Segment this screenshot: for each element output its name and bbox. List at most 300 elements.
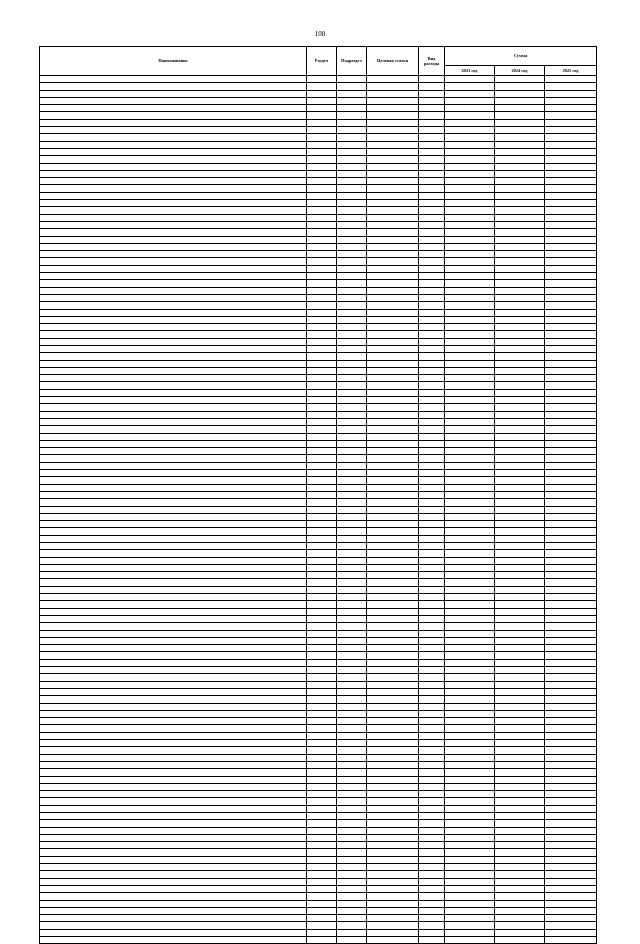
- table-cell: [419, 156, 445, 163]
- table-cell: [307, 937, 337, 944]
- table-row: [40, 586, 597, 593]
- table-cell: [495, 929, 545, 936]
- table-cell: [337, 594, 367, 601]
- table-cell: [40, 564, 307, 571]
- table-cell: [307, 156, 337, 163]
- table-cell: [40, 681, 307, 688]
- table-cell: [495, 477, 545, 484]
- table-cell: [367, 812, 419, 819]
- table-cell: [545, 397, 597, 404]
- table-row: [40, 521, 597, 528]
- table-cell: [445, 214, 495, 221]
- table-cell: [40, 141, 307, 148]
- table-cell: [419, 112, 445, 119]
- table-cell: [367, 900, 419, 907]
- table-cell: [495, 324, 545, 331]
- table-cell: [307, 389, 337, 396]
- table-cell: [367, 229, 419, 236]
- table-cell: [307, 893, 337, 900]
- table-cell: [367, 294, 419, 301]
- table-cell: [307, 294, 337, 301]
- table-cell: [419, 922, 445, 929]
- table-cell: [367, 528, 419, 535]
- table-cell: [495, 608, 545, 615]
- table-cell: [445, 83, 495, 90]
- header-subsection: Подраздел: [337, 47, 367, 76]
- table-cell: [307, 324, 337, 331]
- table-cell: [337, 338, 367, 345]
- table-cell: [445, 630, 495, 637]
- table-cell: [307, 258, 337, 265]
- table-cell: [545, 265, 597, 272]
- table-cell: [545, 732, 597, 739]
- table-cell: [495, 251, 545, 258]
- table-cell: [545, 937, 597, 944]
- table-cell: [40, 543, 307, 550]
- table-cell: [337, 688, 367, 695]
- table-cell: [337, 667, 367, 674]
- table-cell: [337, 163, 367, 170]
- table-cell: [545, 681, 597, 688]
- table-cell: [545, 652, 597, 659]
- table-cell: [40, 572, 307, 579]
- table-cell: [445, 221, 495, 228]
- table-cell: [367, 411, 419, 418]
- table-cell: [337, 929, 367, 936]
- table-cell: [337, 718, 367, 725]
- table-cell: [367, 681, 419, 688]
- table-cell: [419, 878, 445, 885]
- table-cell: [495, 418, 545, 425]
- table-cell: [545, 929, 597, 936]
- table-cell: [307, 681, 337, 688]
- table-cell: [445, 783, 495, 790]
- table-cell: [337, 907, 367, 914]
- table-cell: [495, 812, 545, 819]
- table-cell: [545, 353, 597, 360]
- table-cell: [337, 148, 367, 155]
- table-cell: [337, 885, 367, 892]
- table-cell: [419, 221, 445, 228]
- table-cell: [367, 389, 419, 396]
- table-cell: [419, 499, 445, 506]
- table-cell: [40, 345, 307, 352]
- table-cell: [419, 543, 445, 550]
- table-cell: [337, 178, 367, 185]
- table-cell: [445, 178, 495, 185]
- table-cell: [337, 608, 367, 615]
- table-cell: [307, 791, 337, 798]
- table-cell: [419, 243, 445, 250]
- table-cell: [495, 688, 545, 695]
- table-cell: [40, 608, 307, 615]
- table-row: [40, 367, 597, 374]
- table-cell: [495, 586, 545, 593]
- table-cell: [367, 871, 419, 878]
- table-cell: [545, 404, 597, 411]
- table-cell: [40, 462, 307, 469]
- table-row: [40, 564, 597, 571]
- table-cell: [367, 594, 419, 601]
- table-cell: [545, 674, 597, 681]
- table-cell: [367, 696, 419, 703]
- table-cell: [419, 397, 445, 404]
- table-cell: [545, 360, 597, 367]
- table-cell: [307, 915, 337, 922]
- table-cell: [495, 433, 545, 440]
- table-cell: [495, 710, 545, 717]
- table-cell: [337, 134, 367, 141]
- table-cell: [445, 820, 495, 827]
- table-row: [40, 878, 597, 885]
- table-row: [40, 112, 597, 119]
- table-cell: [337, 258, 367, 265]
- table-row: [40, 637, 597, 644]
- table-cell: [545, 710, 597, 717]
- table-cell: [367, 637, 419, 644]
- table-cell: [545, 491, 597, 498]
- table-cell: [40, 470, 307, 477]
- table-cell: [445, 791, 495, 798]
- table-cell: [40, 718, 307, 725]
- table-cell: [445, 732, 495, 739]
- table-cell: [495, 922, 545, 929]
- table-cell: [367, 659, 419, 666]
- table-row: [40, 309, 597, 316]
- table-cell: [445, 834, 495, 841]
- table-cell: [495, 659, 545, 666]
- table-cell: [495, 871, 545, 878]
- table-cell: [337, 491, 367, 498]
- table-cell: [545, 163, 597, 170]
- table-cell: [419, 97, 445, 104]
- table-cell: [545, 170, 597, 177]
- table-cell: [419, 433, 445, 440]
- table-cell: [40, 367, 307, 374]
- table-cell: [40, 907, 307, 914]
- table-cell: [545, 192, 597, 199]
- table-row: [40, 105, 597, 112]
- table-cell: [337, 185, 367, 192]
- table-cell: [307, 769, 337, 776]
- table-cell: [419, 491, 445, 498]
- table-cell: [40, 915, 307, 922]
- table-cell: [40, 309, 307, 316]
- table-cell: [495, 397, 545, 404]
- table-cell: [445, 90, 495, 97]
- table-cell: [367, 623, 419, 630]
- table-cell: [367, 353, 419, 360]
- table-cell: [445, 893, 495, 900]
- table-cell: [445, 579, 495, 586]
- table-cell: [307, 287, 337, 294]
- table-row: [40, 652, 597, 659]
- table-cell: [367, 302, 419, 309]
- table-row: [40, 273, 597, 280]
- table-cell: [367, 76, 419, 83]
- table-row: [40, 83, 597, 90]
- table-cell: [307, 280, 337, 287]
- table-cell: [545, 688, 597, 695]
- table-cell: [419, 324, 445, 331]
- table-cell: [419, 769, 445, 776]
- table-cell: [545, 389, 597, 396]
- table-cell: [495, 791, 545, 798]
- table-cell: [307, 338, 337, 345]
- table-row: [40, 659, 597, 666]
- table-cell: [367, 615, 419, 622]
- table-cell: [40, 382, 307, 389]
- table-cell: [307, 856, 337, 863]
- table-cell: [337, 864, 367, 871]
- table-cell: [337, 637, 367, 644]
- table-cell: [419, 761, 445, 768]
- table-cell: [419, 83, 445, 90]
- header-expense-kind: Вид расхода: [419, 47, 445, 76]
- table-cell: [40, 192, 307, 199]
- table-cell: [307, 623, 337, 630]
- table-row: [40, 163, 597, 170]
- table-cell: [495, 134, 545, 141]
- table-cell: [337, 331, 367, 338]
- table-cell: [367, 703, 419, 710]
- table-cell: [445, 491, 495, 498]
- table-cell: [307, 192, 337, 199]
- table-row: [40, 331, 597, 338]
- table-cell: [419, 345, 445, 352]
- table-row: [40, 791, 597, 798]
- table-cell: [445, 331, 495, 338]
- table-cell: [419, 842, 445, 849]
- table-row: [40, 426, 597, 433]
- table-cell: [419, 674, 445, 681]
- table-cell: [40, 827, 307, 834]
- table-cell: [307, 696, 337, 703]
- table-cell: [307, 842, 337, 849]
- table-cell: [337, 397, 367, 404]
- header-section: Раздел: [307, 47, 337, 76]
- table-cell: [445, 265, 495, 272]
- table-cell: [307, 440, 337, 447]
- table-cell: [419, 331, 445, 338]
- table-cell: [40, 76, 307, 83]
- table-cell: [367, 652, 419, 659]
- table-cell: [445, 440, 495, 447]
- table-cell: [307, 484, 337, 491]
- header-sum-group: Сумма: [445, 47, 597, 66]
- table-cell: [545, 324, 597, 331]
- table-row: [40, 623, 597, 630]
- table-cell: [337, 725, 367, 732]
- table-cell: [495, 732, 545, 739]
- table-cell: [495, 382, 545, 389]
- table-cell: [419, 871, 445, 878]
- table-cell: [445, 229, 495, 236]
- table-cell: [495, 776, 545, 783]
- table-cell: [367, 747, 419, 754]
- table-row: [40, 236, 597, 243]
- table-cell: [495, 645, 545, 652]
- table-cell: [337, 521, 367, 528]
- table-cell: [307, 90, 337, 97]
- table-cell: [337, 572, 367, 579]
- table-cell: [337, 207, 367, 214]
- table-cell: [495, 907, 545, 914]
- table-cell: [40, 506, 307, 513]
- table-cell: [545, 462, 597, 469]
- table-cell: [445, 674, 495, 681]
- table-cell: [495, 783, 545, 790]
- table-cell: [337, 273, 367, 280]
- table-cell: [307, 637, 337, 644]
- table-cell: [307, 170, 337, 177]
- table-cell: [545, 273, 597, 280]
- table-row: [40, 470, 597, 477]
- table-row: [40, 324, 597, 331]
- table-row: [40, 353, 597, 360]
- table-cell: [545, 856, 597, 863]
- table-header: [40, 47, 597, 76]
- table-cell: [367, 83, 419, 90]
- table-cell: [445, 528, 495, 535]
- table-row: [40, 608, 597, 615]
- table-cell: [545, 754, 597, 761]
- table-cell: [419, 652, 445, 659]
- table-cell: [545, 915, 597, 922]
- table-cell: [419, 579, 445, 586]
- table-cell: [495, 294, 545, 301]
- table-cell: [367, 513, 419, 520]
- table-cell: [367, 564, 419, 571]
- table-cell: [307, 659, 337, 666]
- table-cell: [337, 543, 367, 550]
- table-cell: [445, 929, 495, 936]
- table-row: [40, 667, 597, 674]
- table-cell: [367, 185, 419, 192]
- table-cell: [40, 127, 307, 134]
- table-cell: [307, 265, 337, 272]
- table-cell: [495, 411, 545, 418]
- table-cell: [40, 440, 307, 447]
- table-cell: [419, 893, 445, 900]
- table-cell: [545, 258, 597, 265]
- table-row: [40, 338, 597, 345]
- table-cell: [40, 148, 307, 155]
- table-cell: [495, 630, 545, 637]
- table-cell: [419, 309, 445, 316]
- table-cell: [419, 360, 445, 367]
- table-cell: [307, 243, 337, 250]
- table-cell: [445, 615, 495, 622]
- table-cell: [545, 119, 597, 126]
- table-cell: [545, 513, 597, 520]
- table-cell: [337, 922, 367, 929]
- table-cell: [337, 440, 367, 447]
- table-cell: [495, 192, 545, 199]
- table-cell: [307, 849, 337, 856]
- table-cell: [40, 491, 307, 498]
- table-cell: [307, 491, 337, 498]
- table-cell: [419, 864, 445, 871]
- table-cell: [367, 397, 419, 404]
- table-cell: [337, 367, 367, 374]
- table-cell: [337, 586, 367, 593]
- table-cell: [307, 360, 337, 367]
- table-cell: [367, 331, 419, 338]
- table-cell: [40, 885, 307, 892]
- table-cell: [419, 294, 445, 301]
- table-cell: [419, 389, 445, 396]
- table-cell: [495, 893, 545, 900]
- table-cell: [367, 316, 419, 323]
- table-cell: [307, 76, 337, 83]
- table-row: [40, 557, 597, 564]
- table-cell: [545, 827, 597, 834]
- table-cell: [445, 900, 495, 907]
- table-cell: [307, 871, 337, 878]
- table-cell: [307, 834, 337, 841]
- table-cell: [307, 345, 337, 352]
- table-cell: [419, 302, 445, 309]
- table-cell: [445, 484, 495, 491]
- table-row: [40, 535, 597, 542]
- table-cell: [419, 557, 445, 564]
- table-cell: [337, 309, 367, 316]
- table-cell: [545, 221, 597, 228]
- table-row: [40, 674, 597, 681]
- table-cell: [445, 163, 495, 170]
- table-cell: [367, 740, 419, 747]
- table-cell: [337, 842, 367, 849]
- table-cell: [545, 601, 597, 608]
- table-cell: [40, 97, 307, 104]
- table-cell: [40, 207, 307, 214]
- table-cell: [337, 345, 367, 352]
- table-row: [40, 783, 597, 790]
- table-cell: [367, 849, 419, 856]
- table-cell: [545, 718, 597, 725]
- table-cell: [445, 112, 495, 119]
- table-cell: [495, 302, 545, 309]
- table-cell: [367, 761, 419, 768]
- table-cell: [495, 805, 545, 812]
- table-cell: [40, 732, 307, 739]
- table-row: [40, 864, 597, 871]
- table-cell: [337, 550, 367, 557]
- table-cell: [545, 477, 597, 484]
- table-cell: [445, 462, 495, 469]
- table-cell: [545, 834, 597, 841]
- header-target-article: Целевая статья: [367, 47, 419, 76]
- table-cell: [445, 404, 495, 411]
- table-cell: [307, 776, 337, 783]
- table-cell: [419, 448, 445, 455]
- table-cell: [337, 645, 367, 652]
- table-cell: [445, 397, 495, 404]
- table-cell: [40, 324, 307, 331]
- table-cell: [419, 214, 445, 221]
- table-cell: [367, 776, 419, 783]
- table-cell: [545, 484, 597, 491]
- table-cell: [445, 170, 495, 177]
- table-cell: [495, 404, 545, 411]
- table-cell: [40, 725, 307, 732]
- table-cell: [307, 302, 337, 309]
- table-cell: [445, 513, 495, 520]
- table-row: [40, 170, 597, 177]
- table-cell: [40, 134, 307, 141]
- table-cell: [419, 76, 445, 83]
